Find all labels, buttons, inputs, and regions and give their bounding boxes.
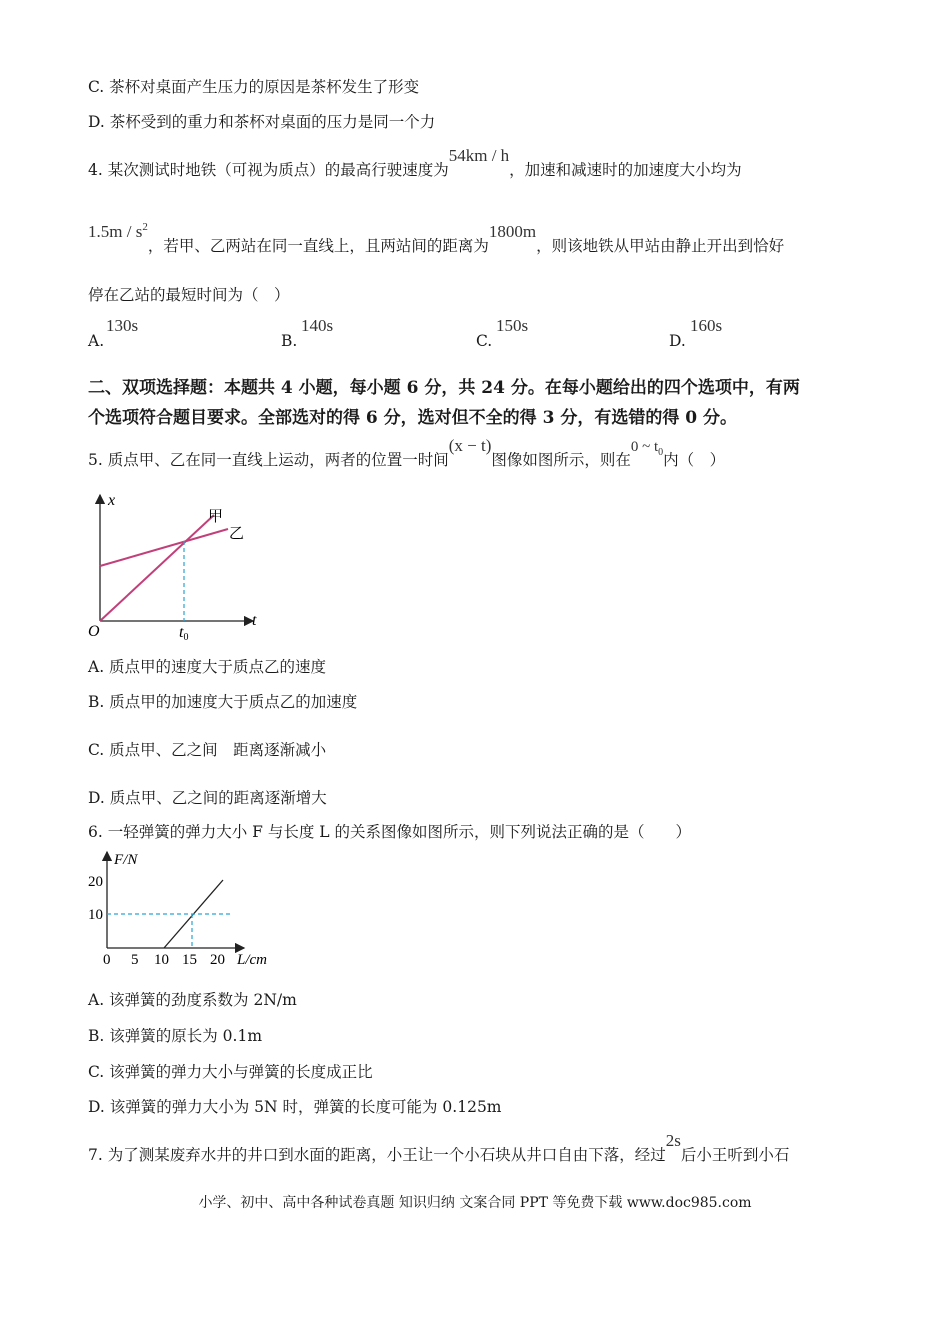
q6-fl-graph bbox=[86, 846, 286, 974]
q7-time: 2s bbox=[665, 1131, 681, 1150]
q4-text-1b: ，加速和减速时的加速度大小均为 bbox=[509, 161, 742, 179]
q4-option-d-letter: D. bbox=[669, 332, 686, 350]
q5-stem bbox=[88, 436, 726, 477]
q6-y-axis-label: F/N bbox=[114, 852, 138, 868]
q4-speed: 54km / h bbox=[448, 146, 510, 165]
q6-x-axis-label: L/cm bbox=[237, 952, 267, 968]
q4-distance: 1800m bbox=[488, 222, 537, 241]
q6-option-b: B. 该弹簧的原长为 0.1m bbox=[88, 1027, 263, 1045]
q5-option-d: D. 质点甲、乙之间的距离逐渐增大 bbox=[88, 789, 327, 807]
q4-stem-line3: 停在乙站的最短时间为（ ） bbox=[88, 286, 290, 304]
q7-text-a: 7. 为了测某废弃水井的井口到水面的距离，小王让一个小石块从井口自由下落，经过 bbox=[88, 1146, 666, 1164]
q5-expr: (x − t) bbox=[448, 436, 492, 455]
q5-origin-label: O bbox=[88, 623, 100, 640]
q5-xt-graph bbox=[88, 485, 273, 650]
q5-interval: 0 ~ $t_0$ bbox=[630, 439, 664, 458]
q4-option-b-letter: B. bbox=[281, 332, 298, 350]
q6-x-tick-15: 15 bbox=[182, 952, 197, 968]
section2-heading-line2: 个选项符合题目要求。全部选对的得 6 分，选对但不全的得 3 分，有选错的得 0 分。 bbox=[88, 408, 737, 428]
q5-option-c: C. 质点甲、乙之间 距离逐渐减小 bbox=[88, 741, 327, 759]
q5-text-a: 5. 质点甲、乙在同一直线上运动，两者的位置一时间 bbox=[88, 451, 449, 469]
q5-option-a: A. 质点甲的速度大于质点乙的速度 bbox=[88, 658, 327, 676]
q6-x-tick-20: 20 bbox=[210, 952, 225, 968]
q4-text-1a: 4. 某次测试时地铁（可视为质点）的最高行驶速度为 bbox=[88, 161, 449, 179]
q5-text-c: 内（ ） bbox=[663, 451, 726, 469]
q4-option-c-value: 150s bbox=[496, 316, 529, 335]
q4-text-2a: ，若甲、乙两站在同一直线上，且两站间的距离为 bbox=[147, 237, 489, 255]
q4-option-d-value: 160s bbox=[690, 316, 723, 335]
q6-x-tick-0: 0 bbox=[103, 952, 111, 968]
q4-option-a-value: 130s bbox=[106, 316, 139, 335]
q7-stem bbox=[88, 1131, 790, 1165]
page-footer: 小学、初中、高中各种试卷真题 知识归纳 文案合同 PPT 等免费下载 www.doc985.com bbox=[198, 1195, 752, 1211]
q6-x-tick-10: 10 bbox=[154, 952, 169, 968]
section2-heading-line1: 二、双项选择题：本题共 4 小题，每小题 6 分，共 24 分。在每小题给出的四个选项中，有两 bbox=[88, 378, 800, 398]
q5-option-b: B. 质点甲的加速度大于质点乙的加速度 bbox=[88, 693, 358, 711]
q4-text-2b: ，则该地铁从甲站由静止开出到恰好 bbox=[536, 237, 785, 255]
q5-x-axis-label: t bbox=[252, 612, 257, 629]
q6-option-c: C. 该弹簧的弹力大小与弹簧的长度成正比 bbox=[88, 1063, 373, 1081]
q6-x-tick-5: 5 bbox=[131, 952, 139, 968]
q6-option-d: D. 该弹簧的弹力大小为 5N 时，弹簧的长度可能为 0.125m bbox=[88, 1098, 502, 1116]
q5-line-jia bbox=[100, 515, 214, 621]
q4-stem-line1 bbox=[88, 146, 742, 180]
q6-option-a: A. 该弹簧的劲度系数为 2N/m bbox=[88, 991, 297, 1009]
q4-accel: $1.5m / s^2$ bbox=[88, 221, 148, 241]
q5-y-axis-label: x bbox=[108, 492, 116, 509]
q5-label-jia: 甲 bbox=[208, 509, 224, 525]
q4-option-b-value: 140s bbox=[301, 316, 334, 335]
q3-option-d: D. 茶杯受到的重力和茶杯对桌面的压力是同一个力 bbox=[88, 113, 436, 131]
q4-option-c-letter: C. bbox=[476, 332, 493, 350]
q3-option-c: C. 茶杯对桌面产生压力的原因是茶杯发生了形变 bbox=[88, 78, 420, 96]
q5-text-b: 图像如图所示，则在 bbox=[491, 451, 631, 469]
q5-t0-label: t0 bbox=[179, 624, 189, 643]
q6-stem: 6. 一轻弹簧的弹力大小 F 与长度 L 的关系图像如图所示，则下列说法正确的是（ ） bbox=[88, 823, 691, 841]
q6-y-tick-10: 10 bbox=[88, 907, 103, 923]
q5-label-yi: 乙 bbox=[229, 526, 245, 542]
q4-option-a-letter: A. bbox=[88, 332, 105, 350]
q7-text-b: 后小王听到小石 bbox=[680, 1146, 790, 1164]
q6-y-tick-20: 20 bbox=[88, 874, 103, 890]
q4-stem-line2 bbox=[88, 221, 785, 258]
